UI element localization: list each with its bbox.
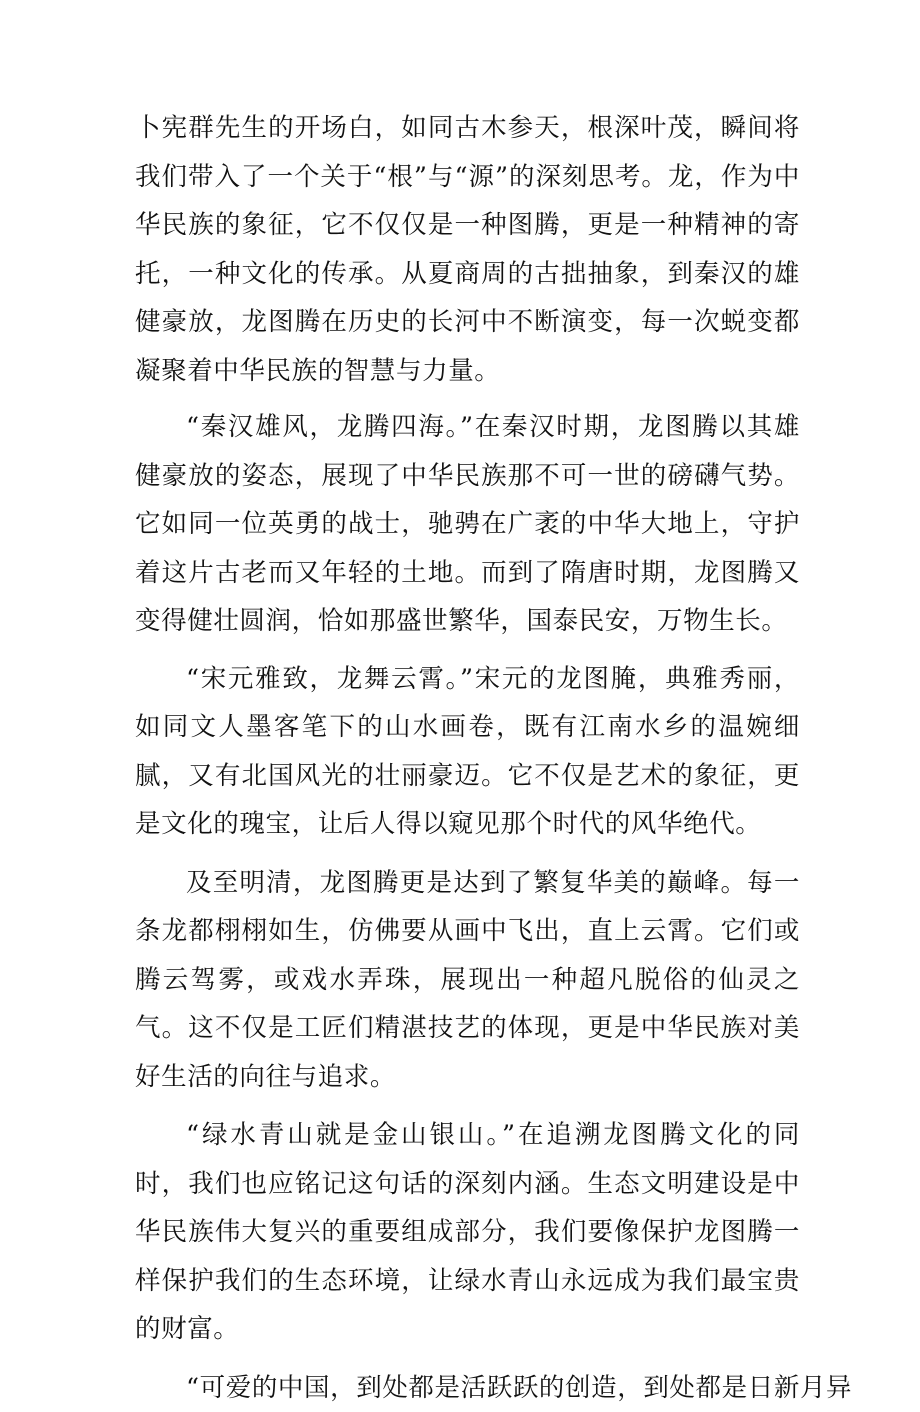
- paragraph-4: 及至明清，龙图腾更是达到了繁复华美的巅峰。每一条龙都栩栩如生，仿佛要从画中飞出，直上云霄。它们或腾云驾雾，或戏水弄珠，展现出一种超凡脱俗的仙灵之气。这不仅是工匠们精湛技艺的体现，更是中华民族对美好生活的向往与追求。: [135, 859, 800, 1102]
- paragraph-5: “绿水青山就是金山银山。”在追溯龙图腾文化的同时，我们也应铭记这句话的深刻内涵。生态文明建设是中华民族伟大复兴的重要组成部分，我们要像保护龙图腾一样保护我们的生态环境，让绿水青山永远成为我们最宝贵的财富。: [135, 1111, 800, 1354]
- paragraph-3: “宋元雅致，龙舞云霄。”宋元的龙图腌，典雅秀丽，如同文人墨客笔下的山水画卷，既有江南水乡的温婉细腻，又有北国风光的壮丽豪迈。它不仅是艺术的象征，更是文化的瑰宝，让后人得以窥见那个时代的风华绝代。: [135, 655, 800, 849]
- paragraph-6: “可爱的中国，到处都是活跃跃的创造，到处都是日新月异: [135, 1364, 800, 1412]
- document-body: [135, 104, 800, 1412]
- paragraph-2: “秦汉雄风，龙腾四海。”在秦汉时期，龙图腾以其雄健豪放的姿态，展现了中华民族那不可一世的磅礴气势。它如同一位英勇的战士，驰骋在广袤的中华大地上，守护着这片古老而又年轻的土地。而到了隋唐时期，龙图腾又变得健壮圆润，恰如那盛世繁华，国泰民安，万物生长。: [135, 403, 800, 646]
- paragraph-1: 卜宪群先生的开场白，如同古木参天，根深叶茂，瞬间将我们带入了一个关于“根”与“源”的深刻思考。龙，作为中华民族的象征，它不仅仅是一种图腾，更是一种精神的寄托，一种文化的传承。从夏商周的古拙抽象，到秦汉的雄健豪放，龙图腾在历史的长河中不断演变，每一次蜕变都凝聚着中华民族的智慧与力量。: [135, 104, 800, 395]
